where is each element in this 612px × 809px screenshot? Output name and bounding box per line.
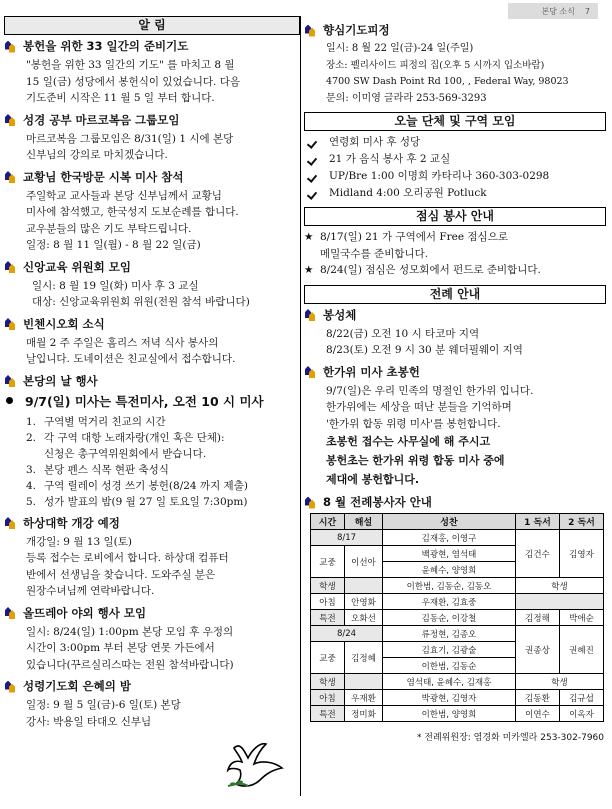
text-line: 매월 2 주 주일은 홈리스 저녁 식사 봉사의: [26, 336, 219, 349]
table-row: 교중 김정혜 김효기, 김광술: [311, 642, 604, 658]
lunch-list: [304, 229, 606, 279]
text-line: 15 일(금) 성당에서 봉헌식이 있었습니다. 다음: [26, 75, 241, 88]
section-title: 8 월 전례봉사자 안내: [323, 495, 432, 509]
notice-bible-study: [4, 112, 300, 164]
candle-bullet-icon: [4, 40, 15, 53]
table-row: 8/17 김재홍, 이영구 김건수 김영자: [311, 530, 604, 546]
list-item: 2. 각 구역 대항 노래자랑(개인 혹은 단체):: [26, 431, 225, 444]
text-line: 원장수녀님께 연락바랍니다.: [26, 585, 155, 597]
section-title: 성경 공부 마르코복음 그룹모임: [23, 112, 180, 127]
right-column: [304, 14, 606, 743]
section-title: 교황님 한국방문 시복 미사 참석: [23, 169, 184, 184]
candle-bullet-icon: [4, 317, 15, 330]
candle-bullet-icon: [4, 113, 15, 126]
notice-consecration: [4, 38, 300, 107]
text-line: 주일학교 교사들과 본당 신부님께서 교황님: [26, 189, 222, 202]
table-header-row: 시간 해설 성찬 1 독서 2 독서: [311, 514, 604, 530]
text-line: 초봉헌 접수는 사무실에 해 주시고: [326, 435, 491, 448]
text-line: 미사에 참석했고, 한국성지 도보순례를 합니다.: [26, 206, 239, 218]
parish-day-list: [4, 414, 300, 510]
today-banner: 오늘 단체 및 구역 모임: [304, 112, 606, 131]
text-line: 신부님의 강의로 마치겠습니다.: [26, 149, 168, 161]
candle-bullet-icon: [304, 496, 315, 509]
list-item: 4. 구역 릴레이 성경 쓰기 봉헌(8/24 까지 제출): [26, 479, 248, 492]
candle-bullet-icon: [4, 516, 15, 529]
text-line: 8/23(토) 오전 9 시 30 분 웨더필웨이 지역: [326, 344, 523, 356]
text-line: 4700 SW Dash Point Rd 100, , Federal Way, 98023: [326, 76, 569, 87]
table-row: 아침 안영화 우재환, 김효중: [311, 594, 604, 610]
list-item: 1. 구역별 먹거리 친교의 시간: [26, 415, 166, 428]
text-line: 일시: 8 월 22 일(금)-24 일(주일): [326, 43, 474, 54]
table-row: 특전 정미화 이한범, 양영희 이연수 이옥자: [311, 706, 604, 722]
liturgy-banner: 전례 안내: [304, 285, 606, 304]
text-line: 강사: 박용일 타대오 신부님: [26, 715, 152, 728]
table-row: 교중 이선아 백광현, 염석태: [311, 546, 604, 562]
candle-bullet-icon: [304, 308, 315, 321]
text-line: 기도준비 시작은 11 월 5 일 부터 합니다.: [26, 92, 215, 104]
checkmark-icon: [308, 172, 319, 182]
text-line: 장소: 펠리사이드 피정의 집(오후 5 시까지 입소바람): [326, 59, 545, 71]
star-icon: ★: [304, 264, 314, 276]
section-title: 봉성체: [323, 307, 357, 322]
star-icon: ★: [304, 231, 314, 243]
parish-day-headline: 9/7(일) 미사는 특전미사, 오전 10 시 미사: [25, 393, 264, 409]
notice-summer-college: [4, 515, 300, 600]
text-line: 8/22(금) 오전 10 시 타코마 지역: [326, 327, 480, 340]
list-item: ★ 8/17(일) 21 가 구역에서 Free 점심으로: [304, 229, 606, 246]
candle-bullet-icon: [4, 680, 15, 693]
section-title: 하상대학 개강 예정: [23, 515, 120, 530]
notice-olympia: [4, 605, 300, 674]
text-line: 반에서 선생님을 찾습니다. 도와주실 분은: [26, 568, 216, 581]
list-item: 21 가 음식 봉사 후 2 교실: [308, 151, 606, 168]
column-divider: [300, 16, 301, 796]
checkmark-icon: [308, 138, 319, 148]
liturgy-contact: * 전례위원장: 염경화 미카엘라 253-302-7960: [416, 733, 604, 743]
section-title: 봉헌을 위한 33 일간의 준비기도: [23, 39, 189, 53]
table-row: 특전 오화선 김동순, 이강철 김정해 박애순: [311, 610, 604, 626]
section-title: 본당의 날 행사: [23, 373, 98, 388]
notices-banner: 알 림: [4, 16, 300, 35]
today-list: [304, 134, 606, 202]
list-item: ★ 8/24(일) 점심은 성모회에서 펀드로 준비합니다.: [304, 262, 606, 279]
notice-faith-education: [4, 259, 300, 311]
notice-communion: [304, 307, 606, 359]
dove-icon: [226, 740, 286, 792]
list-item: 연령회 미사 후 성당: [308, 134, 606, 151]
notice-chuseok: [304, 364, 606, 490]
lunch-banner: 점심 봉사 안내: [304, 207, 606, 226]
section-title: 신앙교육 위원회 모임: [23, 259, 131, 274]
text-line: 일정: 9 월 5 일(금)-6 일(토) 본당: [26, 699, 181, 711]
list-item: 3. 본당 펜스 식목 현판 축성식: [26, 463, 169, 476]
text-line: 봉헌초는 한가위 위령 합동 미사 중에: [326, 454, 505, 467]
text-line: 일시: 8 월 19 일(화) 미사 후 3 교실: [32, 279, 199, 292]
notice-parish-day: [4, 373, 300, 510]
text-line: "봉헌을 위한 33 일간의 기도" 를 마치고 8 월: [26, 59, 235, 71]
ministry-schedule-table: [310, 513, 604, 722]
text-line: 있습니다(꾸르실리스따는 전원 참석바랍니다): [26, 658, 234, 671]
text-line: 개강일: 9 월 13 일(토): [26, 535, 132, 548]
notice-papal-visit: [4, 169, 300, 254]
list-item: Midland 4:00 오리공원 Potluck: [308, 185, 606, 202]
text-line: '한가위 합동 위령 미사'를 봉헌합니다.: [326, 417, 501, 430]
section-title: 성령기도회 은혜의 밤: [23, 679, 131, 693]
left-column: [4, 14, 300, 735]
list-item: 신청은 총구역위원회에서 받습니다.: [44, 447, 207, 460]
table-row: 학생 염석태, 윤혜수, 김재홍 학생: [311, 674, 604, 690]
candle-bullet-icon: [304, 365, 315, 378]
text-line: 일시: 8/24(일) 1:00pm 본당 모임 후 우정의: [26, 625, 234, 638]
checkmark-icon: [308, 155, 319, 165]
text-line: 일정: 8 월 11 일(월) - 8 월 22 일(금): [26, 239, 201, 251]
table-row: 8/24 류정현, 김종오 권종상 권혜진: [311, 626, 604, 642]
list-item: 5. 성가 발표의 밤(9 월 27 일 토요일 7:30pm): [26, 495, 248, 508]
bullet-dot-icon: [6, 397, 13, 404]
text-line: 교우분들의 많은 기도 부탁드립니다.: [26, 222, 192, 235]
text-line: 등록 접수는 로비에서 합니다. 하상대 컴퓨터: [26, 552, 229, 564]
notice-spirit: [4, 678, 300, 730]
section-title: 향심기도피정: [323, 23, 390, 37]
table-row: 아침 우재환 박광현, 김영자 김동환 김규섭: [311, 690, 604, 706]
text-line: 날입니다. 도네이션은 친교실에서 접수합니다.: [26, 353, 236, 365]
section-title: 빈첸시오회 소식: [23, 316, 105, 331]
header-label: 본당 소식: [541, 6, 575, 16]
text-line: 문의: 이미영 글라라 253-569-3293: [326, 92, 487, 104]
section-title: 올뜨레아 야외 행사 모임: [23, 605, 147, 620]
text-line: 9/7(일)은 우리 민족의 명절인 한가위 입니다.: [326, 384, 534, 397]
table-row: 윤혜수, 양영희: [311, 562, 604, 578]
candle-bullet-icon: [4, 606, 15, 619]
candle-bullet-icon: [304, 24, 315, 37]
checkmark-icon: [308, 189, 319, 199]
notice-vincent: [4, 316, 300, 368]
candle-bullet-icon: [4, 374, 15, 387]
text-line: 마르코복음 그룹모임은 8/31(일) 1 시에 본당: [26, 132, 234, 145]
list-item: UP/Bre 1:00 이명희 카타리나 360-303-0298: [308, 168, 606, 185]
table-row: 이한범, 김동순: [311, 658, 604, 674]
text-line: 대상: 신앙교육위원회 위원(전원 참석 바랍니다): [32, 296, 250, 308]
text-line: 제대에 봉헌합니다.: [326, 473, 420, 486]
section-title: 한가위 미사 초봉헌: [323, 364, 420, 379]
table-row: 학생 이한범, 김동순, 김동오 학생: [311, 578, 604, 594]
text-line: 시간이 3:00pm 부터 본당 연못 가든에서: [26, 642, 215, 654]
notice-retreat: [304, 22, 606, 107]
candle-bullet-icon: [4, 260, 15, 273]
page-number: 7: [584, 6, 590, 16]
candle-bullet-icon: [4, 170, 15, 183]
text-line: 한가위에는 세상을 떠난 분들을 기억하며: [326, 401, 512, 413]
list-item: 메밀국수를 준비합니다.: [320, 247, 429, 260]
